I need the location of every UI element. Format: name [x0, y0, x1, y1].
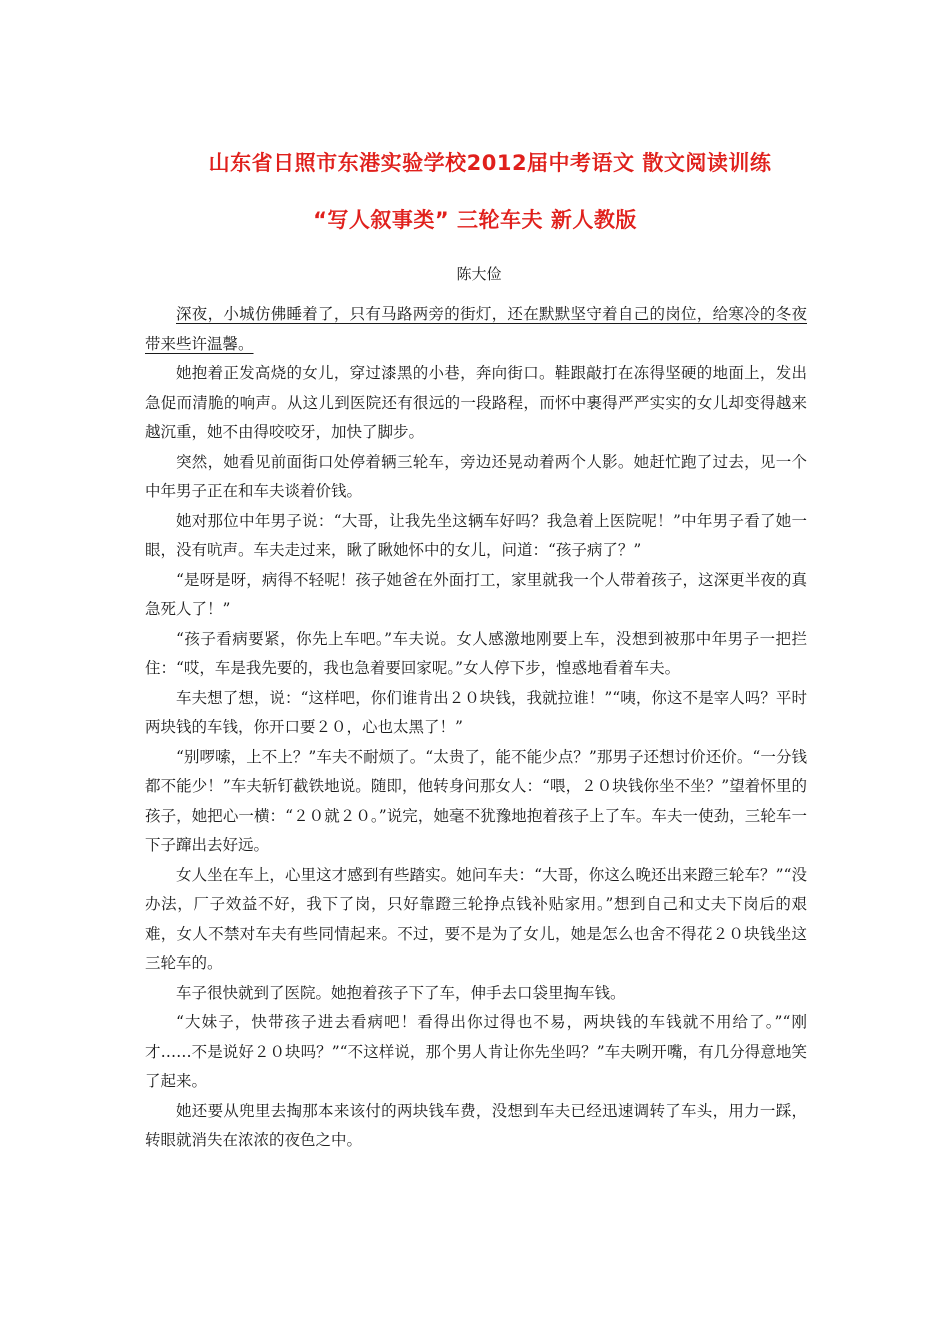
paragraph: “孩子看病要紧，你先上车吧。”车夫说。女人感激地刚要上车，没想到被那中年男子一把拦住：“哎，车是我先要的，我也急着要回家呢。”女人停下步，惶惑地看着车夫。 — [145, 629, 807, 677]
paragraph: 突然，她看见前面街口处停着辆三轮车，旁边还晃动着两个人影。她赶忙跑了过去，见一个中年男子正在和车夫谈着价钱。 — [145, 452, 807, 500]
paragraph: 女人坐在车上，心里这才感到有些踏实。她问车夫：“大哥，你这么晚还出来蹬三轮车？”“没办法，厂子效益不好，我下了岗，只好靠蹬三轮挣点钱补贴家用。”想到自己和丈夫下岗后的艰难，女人不禁对车夫有些同情起来。不过，要不是为了女儿，她是怎么也舍不得花２０块钱坐这三轮车的。 — [145, 865, 807, 972]
author-name: 陈大俭 — [456, 265, 502, 283]
paragraph: “大妹子，快带孩子进去看病吧！看得出你过得也不易，两块钱的车钱就不用给了。”“刚才……不是说好２０块吗？”“不这样说，那个男人肯让你先坐吗？”车夫咧开嘴，有几分得意地笑了起来。 — [145, 1013, 807, 1090]
document-title-line2: “写人叙事类” 三轮车夫 新人教版 — [313, 208, 637, 232]
paragraph: 车子很快就到了医院。她抱着孩子下了车，伸手去口袋里掏车钱。 — [176, 983, 626, 1002]
paragraph: 她抱着正发高烧的女儿，穿过漆黑的小巷，奔向街口。鞋跟敲打在冻得坚硬的地面上，发出急促而清脆的响声。从这儿到医院还有很远的一段路程，而怀中裹得严严实实的女儿却变得越来越沉重，她不由得咬咬牙，加快了脚步。 — [145, 364, 807, 441]
underlined-paragraph-text: 深夜，小城仿佛睡着了，只有马路两旁的街灯，还在默默坚守着自己的岗位，给寒冷的冬夜带来些许温馨。 — [145, 305, 807, 353]
paragraph: “别啰嗦，上不上？”车夫不耐烦了。“太贵了，能不能少点？”那男子还想讨价还价。“一分钱都不能少！”车夫斩钉截铁地说。随即，他转身问那女人：“喂，２０块钱你坐不坐？”望着怀里的孩子，她把心一横：“２０就２０。”说完，她毫不犹豫地抱着孩子上了车。车夫一使劲，三轮车一下子蹿出去好远。 — [145, 747, 807, 854]
paragraph: 她还要从兜里去掏那本来该付的两块钱车费，没想到车夫已经迅速调转了车头，用力一踩，转眼就消失在浓浓的夜色之中。 — [145, 1101, 807, 1149]
document-title-line1: 山东省日照市东港实验学校2012届中考语文 散文阅读训练 — [208, 151, 772, 175]
paragraph: 她对那位中年男子说：“大哥，让我先坐这辆车好吗？我急着上医院呢！”中年男子看了她一眼，没有吭声。车夫走过来，瞅了瞅她怀中的女儿，问道：“孩子病了？” — [145, 511, 807, 559]
article-body — [145, 300, 807, 1156]
paragraph — [145, 300, 807, 359]
paragraph: 车夫想了想，说：“这样吧，你们谁肯出２０块钱，我就拉谁！”“咦，你这不是宰人吗？平时两块钱的车钱，你开口要２０，心也太黑了！” — [145, 688, 807, 736]
paragraph: “是呀是呀，病得不轻呢！孩子她爸在外面打工，家里就我一个人带着孩子，这深更半夜的真急死人了！” — [145, 570, 807, 618]
